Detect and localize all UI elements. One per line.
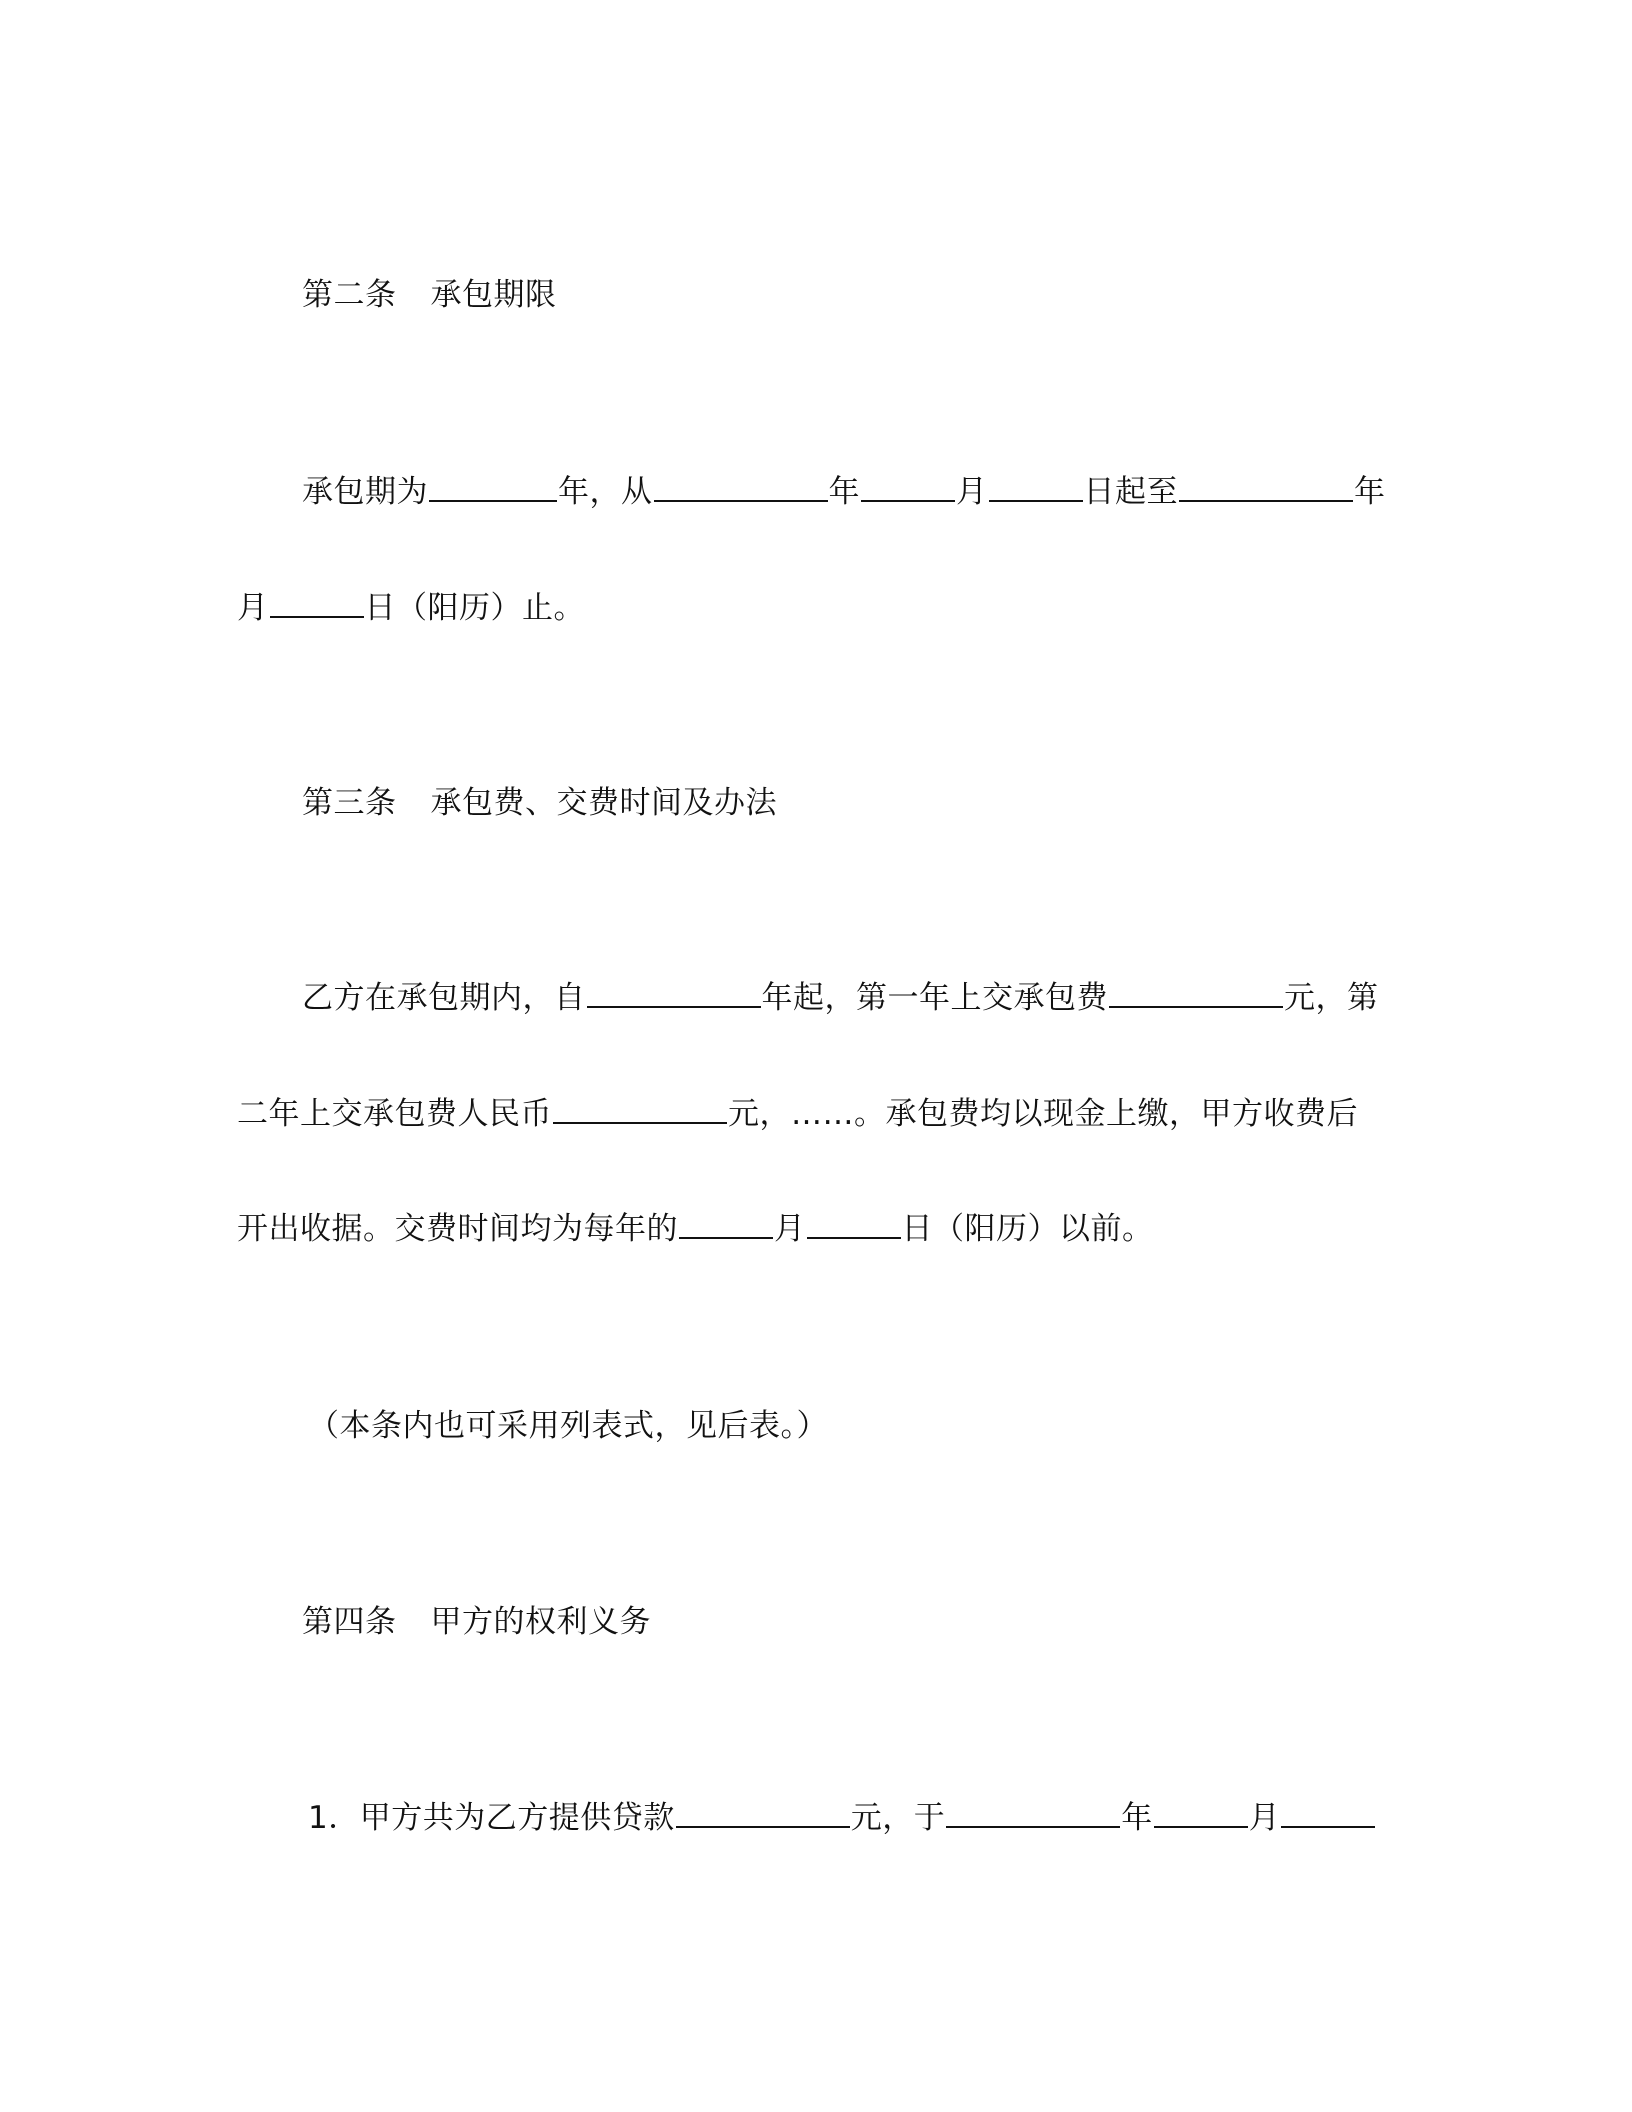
article3-heading: [302, 781, 777, 825]
text-segment: 月: [774, 1211, 806, 1247]
article2-heading-number: 第二条: [302, 277, 397, 313]
article4-heading-number: 第四条: [302, 1604, 397, 1640]
text-segment: 年起，第一年上交承包费: [761, 980, 1108, 1016]
blank-field[interactable]: [807, 1207, 901, 1239]
article4-heading-title: 甲方的权利义务: [430, 1604, 651, 1640]
text-segment: 月: [237, 590, 269, 626]
article3-paragraph-line3: [237, 1207, 1154, 1251]
blank-field[interactable]: [587, 976, 761, 1008]
text-segment: 年: [828, 474, 860, 510]
article3-paragraph-line1: [302, 976, 1379, 1020]
blank-field[interactable]: [1154, 1796, 1248, 1828]
article3-heading-title: 承包费、交费时间及办法: [430, 785, 777, 821]
article3-note: [308, 1404, 828, 1448]
article4-item1: [308, 1796, 1376, 1840]
article3-heading-number: 第三条: [302, 785, 397, 821]
text-segment: 1．甲方共为乙方提供贷款: [308, 1800, 675, 1836]
blank-field[interactable]: [1109, 976, 1283, 1008]
note-text: （本条内也可采用列表式，见后表。）: [308, 1408, 828, 1444]
blank-field[interactable]: [946, 1796, 1120, 1828]
text-segment: 年: [1121, 1800, 1153, 1836]
text-segment: 月: [956, 474, 988, 510]
text-segment: 承包期为: [302, 474, 428, 510]
text-segment: 年，从: [558, 474, 653, 510]
text-segment: 月: [1248, 1800, 1281, 1836]
blank-field[interactable]: [553, 1092, 727, 1124]
blank-field[interactable]: [679, 1207, 773, 1239]
text-segment: 日（阳历）止。: [364, 590, 585, 626]
blank-field[interactable]: [989, 470, 1083, 502]
article2-heading: [302, 273, 557, 317]
blank-field[interactable]: [654, 470, 828, 502]
article2-paragraph-line2: [237, 586, 585, 630]
text-segment: 日（阳历）以前。: [901, 1211, 1154, 1247]
blank-field[interactable]: [676, 1796, 850, 1828]
text-segment: 元，第: [1284, 980, 1379, 1016]
blank-field[interactable]: [429, 470, 557, 502]
text-segment: 二年上交承包费人民币: [237, 1096, 552, 1132]
article2-heading-title: 承包期限: [430, 277, 557, 313]
text-segment: 元，于: [850, 1800, 946, 1836]
blank-field[interactable]: [270, 586, 364, 618]
blank-field[interactable]: [861, 470, 955, 502]
text-segment: 元，……。承包费均以现金上缴，甲方收费后: [728, 1096, 1358, 1132]
article2-paragraph-line1: [302, 470, 1386, 514]
text-segment: 开出收据。交费时间均为每年的: [237, 1211, 678, 1247]
text-segment: 乙方在承包期内，自: [302, 980, 586, 1016]
article3-paragraph-line2: [237, 1092, 1358, 1136]
blank-field[interactable]: [1281, 1796, 1375, 1828]
article4-heading: [302, 1600, 651, 1644]
text-segment: 年: [1354, 474, 1386, 510]
blank-field[interactable]: [1179, 470, 1353, 502]
text-segment: 日起至: [1083, 474, 1178, 510]
